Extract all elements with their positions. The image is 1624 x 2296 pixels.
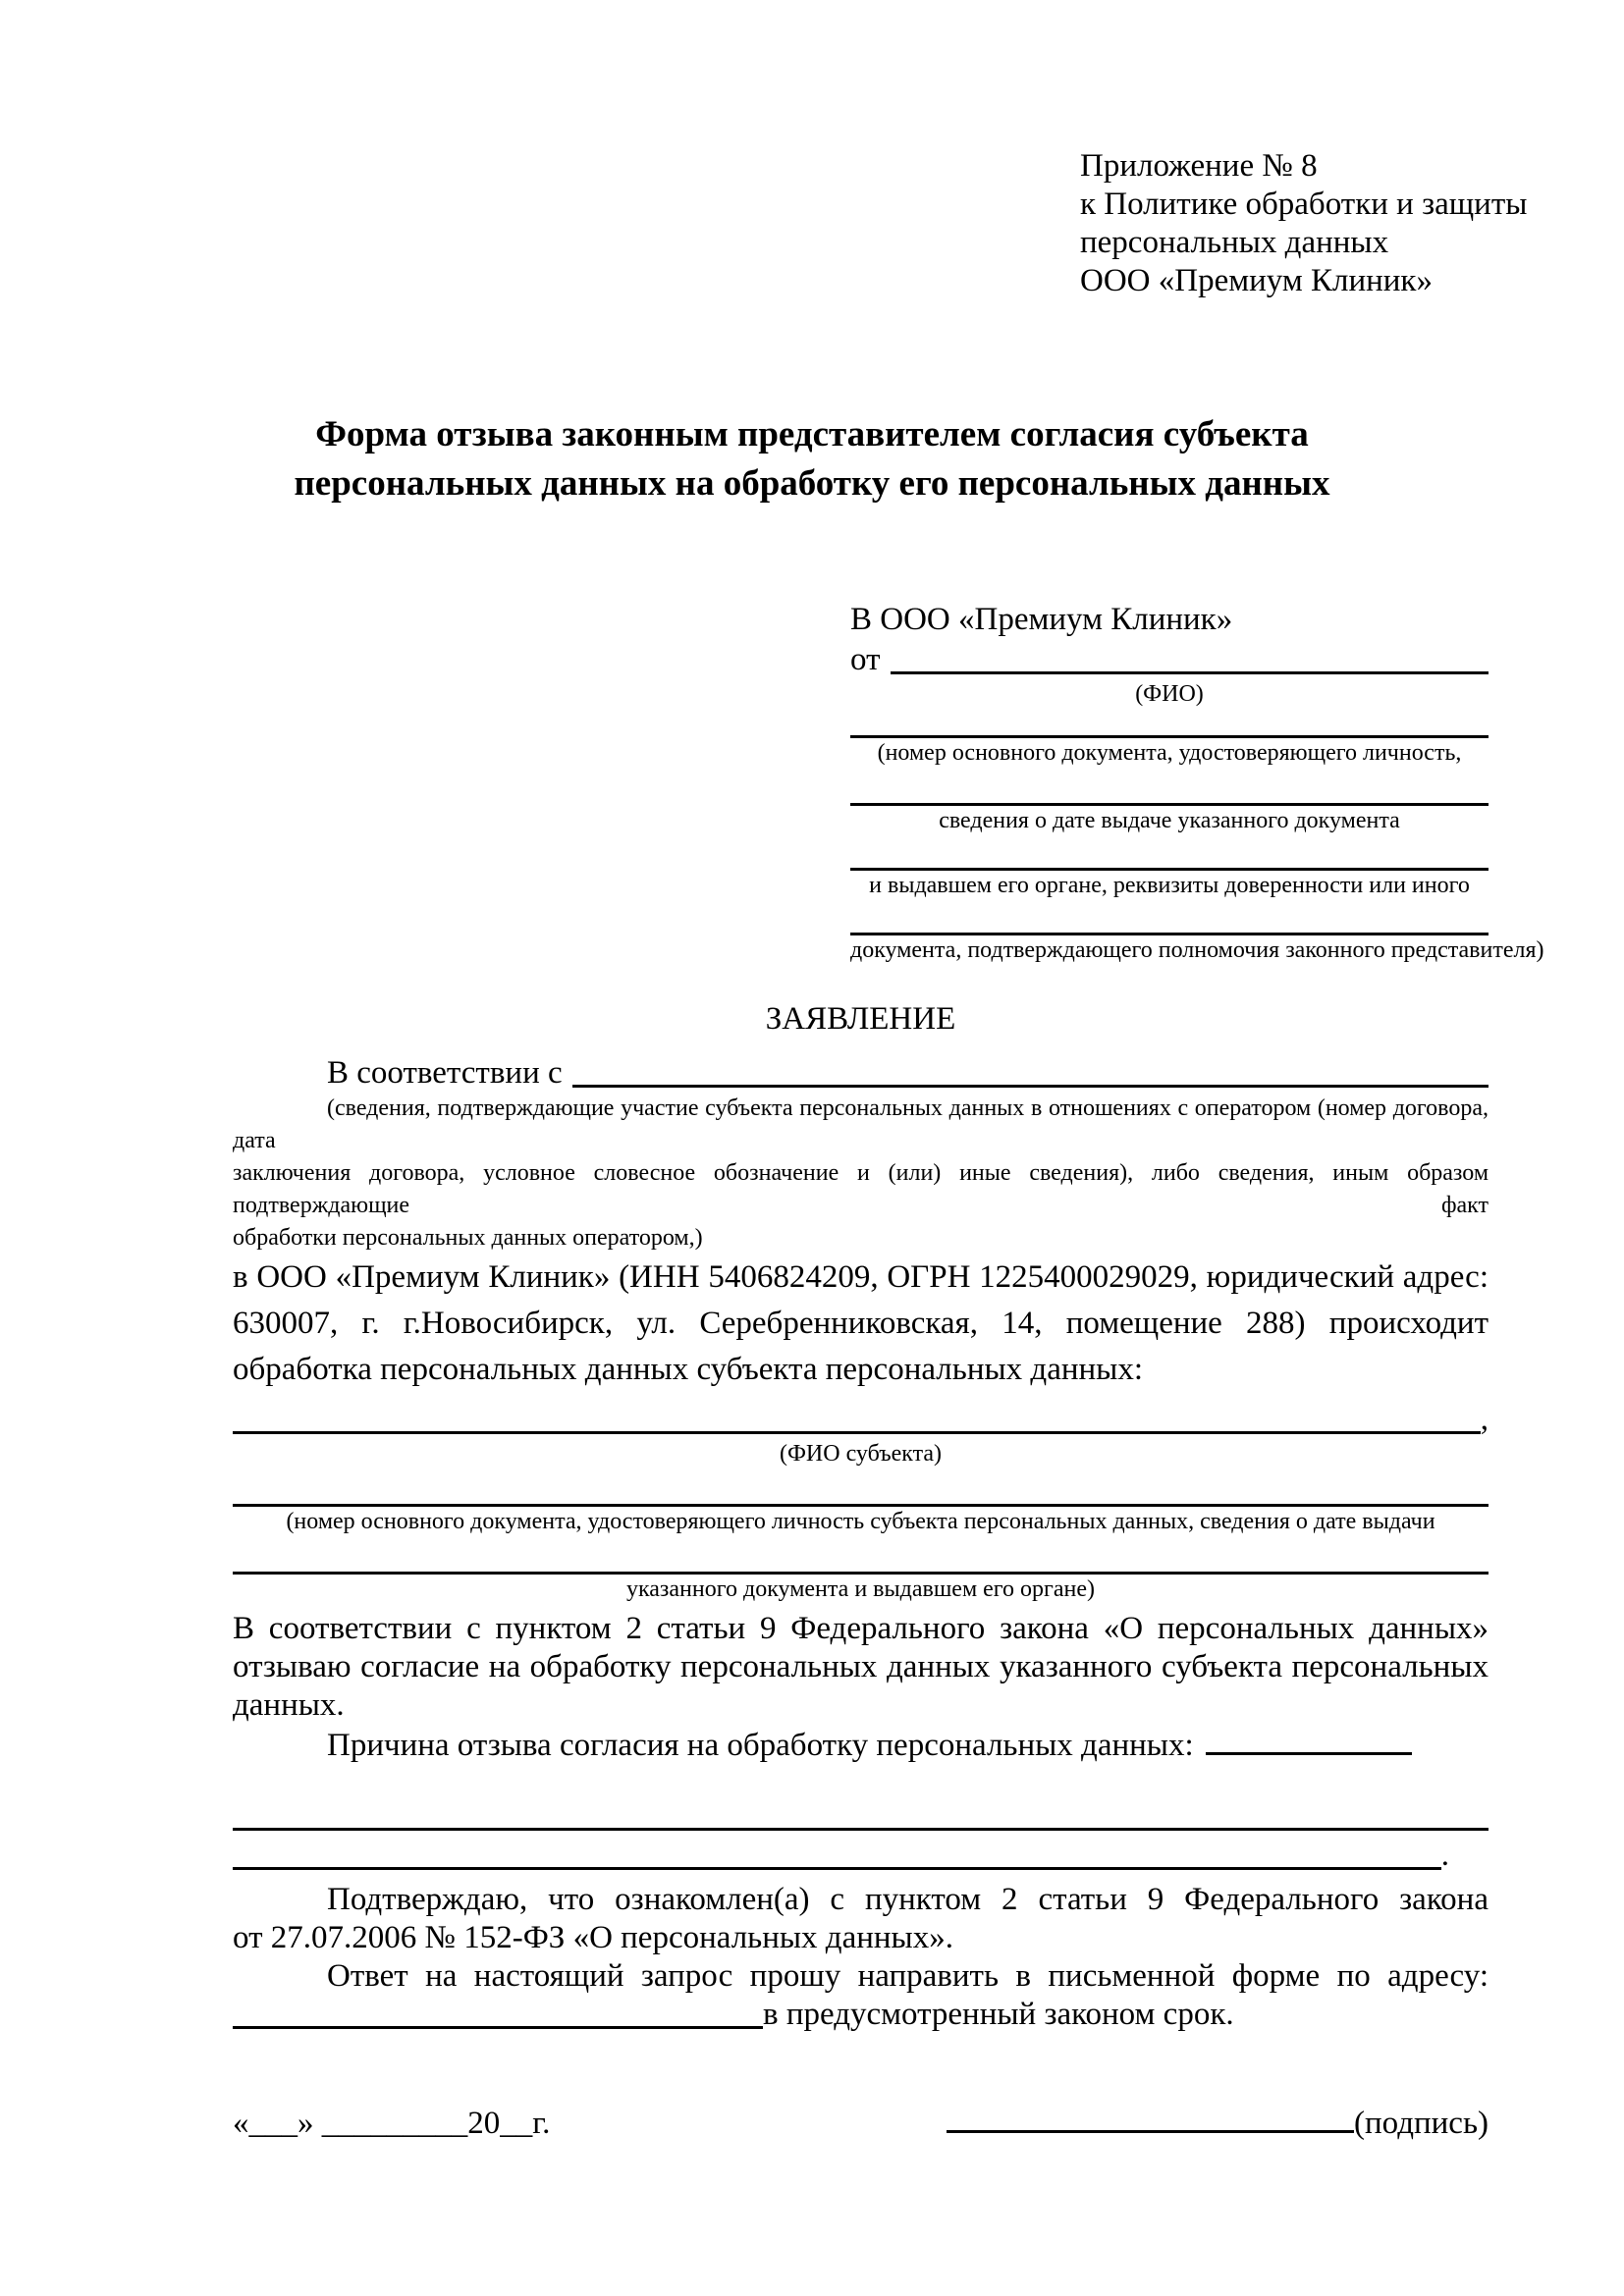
header-line: Приложение № 8 — [1080, 148, 1318, 184]
intro-note-line: (сведения, подтверждающие участие субъекта персональных данных в отношениях с оператором (номер договора, дата — [233, 1095, 1489, 1153]
doc-caption-3: и выдавшем его органе, реквизиты доверенности или иного — [869, 873, 1470, 898]
signature-group — [947, 2105, 1489, 2143]
document-title-line: Форма отзыва законным представителем согласия субъекта — [315, 414, 1309, 454]
operator-paragraph-line: обработка персональных данных субъекта персональных данных: — [233, 1352, 1143, 1387]
document-title — [0, 410, 1624, 508]
signature-blank-line[interactable] — [947, 2105, 1354, 2133]
recipient-to: В ООО «Премиум Клиник» — [850, 602, 1233, 637]
reply-paragraph-line: Ответ на настоящий запрос прошу направить в письменной форме по адресу: — [327, 1958, 1489, 1994]
header-line: ООО «Премиум Клиник» — [1080, 263, 1433, 298]
intro-row — [233, 1054, 1489, 1093]
statement-heading: ЗАЯВЛЕНИЕ — [765, 1001, 956, 1037]
header-block — [1080, 147, 1528, 300]
from-row — [850, 641, 1489, 679]
subject-fio-caption: (ФИО субъекта) — [779, 1441, 943, 1467]
recipient-block — [850, 601, 1544, 965]
subject-doc-caption-1: (номер основного документа, удостоверяющего личность субъекта персональных данных, сведения о дате выдачи — [286, 1509, 1435, 1534]
from-label: от — [850, 642, 881, 677]
withdraw-paragraph-line: В соответствии с пунктом 2 статьи 9 Федерального закона «О персональных данных» — [233, 1611, 1489, 1646]
fio-caption: (ФИО) — [1135, 681, 1204, 707]
doc-blank-line-1[interactable] — [850, 709, 1489, 738]
doc-blank-line-2[interactable] — [850, 768, 1489, 806]
header-line: к Политике обработки и защиты — [1080, 187, 1528, 222]
document-title-line: персональных данных на обработку его персональных данных — [294, 463, 1330, 504]
date-blank-field[interactable]: «___» _________20__г. — [233, 2106, 551, 2141]
subject-fio-row — [233, 1401, 1489, 1439]
doc-caption-2: сведения о дате выдаче указанного документа — [939, 808, 1400, 833]
signature-caption: (подпись) — [1354, 2106, 1489, 2141]
footer-row — [233, 2105, 1489, 2143]
doc-blank-line-4[interactable] — [850, 900, 1489, 935]
period: . — [1440, 1838, 1449, 1873]
withdraw-paragraph-line: отзываю согласие на обработку персональных данных указанного субъекта персональных — [233, 1649, 1489, 1684]
intro-note-line: обработки персональных данных оператором,) — [233, 1225, 703, 1251]
intro-blank-line[interactable] — [572, 1054, 1489, 1088]
from-blank-line[interactable] — [891, 641, 1489, 674]
reason-row — [233, 1727, 1489, 1765]
doc-caption-4: документа, подтверждающего полномочия законного представителя) — [850, 937, 1544, 963]
reason-extra-blank-line-1[interactable] — [233, 1765, 1489, 1831]
intro-note-line: заключения договора, условное словесное обозначение и (или) иные сведения), либо сведения, иным образом подтверждающие факт — [233, 1160, 1489, 1218]
operator-paragraph-line: 630007, г. г.Новосибирск, ул. Серебренниковская, 14, помещение 288) происходит — [233, 1306, 1489, 1341]
reply-row — [233, 1996, 1489, 2034]
withdraw-paragraph-line: данных. — [233, 1687, 345, 1723]
subject-fio-blank-line[interactable] — [233, 1401, 1481, 1434]
reply-suffix: в предусмотренный законом срок. — [763, 1997, 1234, 2032]
reason-extra-blank-line-2[interactable] — [233, 1837, 1441, 1870]
confirm-paragraph-line: от 27.07.2006 № 152-ФЗ «О персональных данных». — [233, 1920, 953, 1955]
doc-caption-1: (номер основного документа, удостоверяющего личность, — [877, 740, 1462, 766]
intro-prefix: В соответствии с — [327, 1055, 563, 1091]
reason-blank-line[interactable] — [1206, 1727, 1412, 1755]
reply-address-blank-line[interactable] — [233, 1996, 763, 2029]
subject-doc-caption-2: указанного документа и выдавшем его органе) — [625, 1576, 1096, 1602]
comma: , — [1480, 1402, 1489, 1437]
reason-label: Причина отзыва согласия на обработку персональных данных: — [327, 1728, 1194, 1763]
confirm-paragraph-line: Подтверждаю, что ознакомлен(а) с пунктом 2 статьи 9 Федерального закона — [327, 1882, 1489, 1917]
reason-extra-row — [233, 1837, 1489, 1875]
operator-paragraph-line: в ООО «Премиум Клиник» (ИНН 5406824209, ОГРН 1225400029029, юридический адрес: — [233, 1259, 1489, 1295]
subject-doc-blank-line-1[interactable] — [233, 1468, 1489, 1507]
subject-doc-blank-line-2[interactable] — [233, 1536, 1489, 1575]
doc-blank-line-3[interactable] — [850, 835, 1489, 871]
header-line: персональных данных — [1080, 225, 1389, 260]
